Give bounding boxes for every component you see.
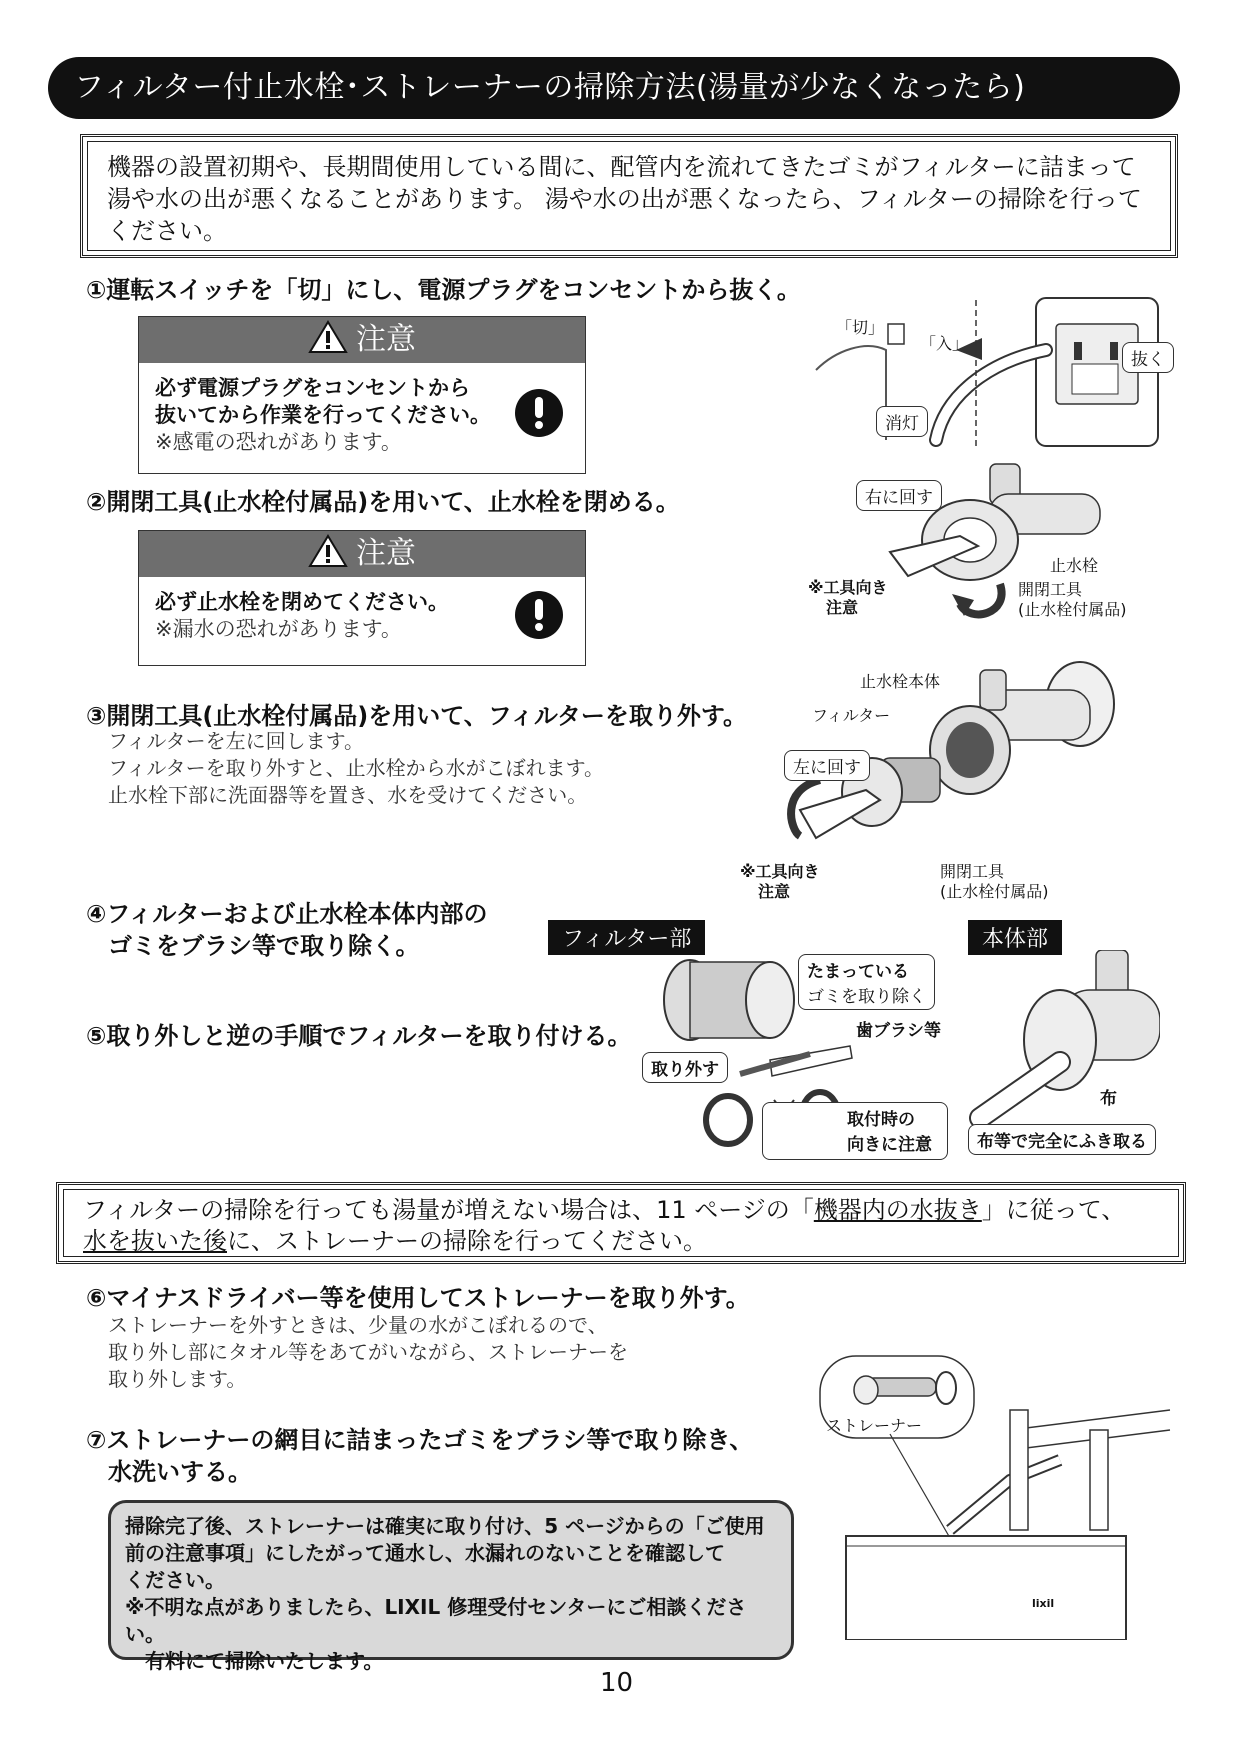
label-kaihei-3: 開閉工具 — [940, 862, 1005, 881]
step-3-sub3: 止水栓下部に洗面器等を置き、水を受けてください。 — [108, 783, 588, 807]
label-muki2-3: 注意 — [758, 882, 791, 901]
step-4-line1: ④フィルターおよび止水栓本体内部の — [86, 900, 488, 928]
label-tamatte1: たまっている — [807, 962, 909, 982]
caution-title-2: 注意 — [356, 536, 416, 571]
label-fuzoku-2: (止水栓付属品) — [1018, 600, 1127, 619]
orientation-note-tag — [762, 1102, 948, 1160]
step-3-sub1: フィルターを左に回します。 — [108, 729, 364, 753]
warning-triangle-icon — [308, 534, 348, 568]
bottom-note-line4: ※不明な点がありましたら、LIXIL 修理受付センターにご相談ください。 — [125, 1595, 747, 1646]
label-haburashi: 歯ブラシ等 — [856, 1021, 941, 1041]
label-muki1-3: ※工具向き — [740, 862, 820, 881]
caution-title-1: 注意 — [356, 322, 416, 357]
caution-box-2 — [138, 530, 586, 666]
mid-note-line1 — [83, 1195, 1159, 1226]
step-3-sub2: フィルターを取り外すと、止水栓から水がこぼれます。 — [108, 756, 604, 780]
body-part-tag: 本体部 — [968, 920, 1062, 955]
label-tamatte2: ゴミを取り除く — [807, 987, 926, 1007]
label-filter: フィルター — [812, 706, 891, 725]
caution2-line1: 必ず止水栓を閉めてください。 — [155, 590, 449, 614]
caution-header-1 — [139, 317, 585, 363]
exclamation-icon — [515, 591, 563, 639]
label-fuzoku-3: (止水栓付属品) — [940, 882, 1049, 901]
dust-tag — [798, 954, 935, 1010]
step-6-sub3: 取り外します。 — [108, 1367, 247, 1391]
label-strainer: ストレーナー — [826, 1416, 923, 1435]
label-muki2-2: 注意 — [826, 598, 859, 617]
caution-header-2 — [139, 531, 585, 577]
step-3: ③開閉工具(止水栓付属品)を用いて、フィルターを取り外す。 — [86, 702, 747, 730]
label-torihazusu: 取り外す — [642, 1052, 728, 1083]
switch-plug-figure — [796, 290, 1216, 460]
label-toritsuke1: 取付時の — [847, 1110, 915, 1130]
label-kiri: 「切」 — [836, 318, 885, 337]
bottom-note-line1: 掃除完了後、ストレーナーは確実に取り付け、5 ページからの「ご使用 — [125, 1514, 765, 1538]
mid-note-text-strainer: に、ストレーナーの掃除を行ってください。 — [227, 1227, 707, 1255]
mid-note-link-drain: 機器内の水抜き — [813, 1196, 982, 1224]
step-5: ⑤取り外しと逆の手順でフィルターを取り付ける。 — [86, 1022, 632, 1050]
intro-text: 機器の設置初期や、長期間使用している間に、配管内を流れてきたゴミがフィルターに詰まって湯や水の出が悪くなることがあります。 湯や水の出が悪くなったら、フィルターの掃除を行ってください。 — [107, 153, 1142, 245]
mid-note-text-c: 」に従って、 — [981, 1196, 1126, 1224]
step-6-sub1: ストレーナーを外すときは、少量の水がこぼれるので、 — [108, 1313, 608, 1337]
label-migi: 右に回す — [856, 480, 942, 511]
bottom-note-line2: 前の注意事項」にしたがって通水し、水漏れのないことを確認して — [125, 1541, 725, 1565]
caution1-line2: 抜いてから作業を行ってください。 — [155, 403, 491, 427]
label-kaihei-2: 開閉工具 — [1018, 580, 1083, 599]
mid-note-line2 — [83, 1226, 1159, 1257]
caution-box-1 — [138, 316, 586, 474]
filter-part-tag: フィルター部 — [548, 920, 705, 955]
label-nuno: 布 — [1100, 1089, 1117, 1109]
brand-logo: lixil — [1032, 1597, 1055, 1610]
label-iri: 「入」 — [920, 334, 969, 353]
intro-box — [80, 134, 1178, 258]
step-7-line1: ⑦ストレーナーの網目に詰まったゴミをブラシ等で取り除き、 — [86, 1426, 754, 1454]
page-number: 10 — [600, 1668, 634, 1698]
warning-triangle-icon — [308, 320, 348, 354]
label-shisui: 止水栓 — [1050, 556, 1099, 575]
label-muki1-2: ※工具向き — [808, 578, 888, 597]
caution-body-2 — [139, 577, 585, 655]
step-6-sub2: 取り外し部にタオル等をあてがいながら、ストレーナーを — [108, 1340, 628, 1364]
bottom-note-line3: ください。 — [125, 1568, 225, 1592]
step-6: ⑥マイナスドライバー等を使用してストレーナーを取り外す。 — [86, 1284, 750, 1312]
bottom-note-line5: 有料にて掃除いたします。 — [145, 1649, 384, 1673]
label-fukitoru: 布等で完全にふき取る — [968, 1124, 1156, 1155]
exclamation-icon — [515, 389, 563, 437]
caution1-line1: 必ず電源プラグをコンセントから — [155, 376, 470, 400]
caution1-note: ※感電の恐れがあります。 — [155, 430, 402, 454]
step-7-line2: 水洗いする。 — [108, 1458, 252, 1486]
caution-body-1 — [139, 363, 585, 468]
label-hidari: 左に回す — [784, 750, 870, 781]
mid-note-text-drain-after: 水を抜いた後 — [83, 1227, 227, 1255]
page-title: フィルター付止水栓･ストレーナーの掃除方法(湯量が少なくなったら) — [48, 57, 1180, 119]
mid-note-text-a: フィルターの掃除を行っても湯量が増えない場合は、11 ページの「 — [83, 1196, 814, 1224]
label-shoto: 消灯 — [876, 406, 928, 437]
step-4-line2: ゴミをブラシ等で取り除く。 — [108, 932, 420, 960]
completion-note-box — [108, 1500, 794, 1673]
mid-note-box — [56, 1182, 1186, 1264]
step-1: ①運転スイッチを「切」にし、電源プラグをコンセントから抜く。 — [86, 276, 801, 304]
label-toritsuke2: 向きに注意 — [847, 1135, 932, 1155]
strainer-unit-figure — [810, 1350, 1180, 1640]
caution2-note: ※漏水の恐れがあります。 — [155, 617, 402, 641]
label-nuku: 抜く — [1122, 342, 1174, 373]
step-2: ②開閉工具(止水栓付属品)を用いて、止水栓を閉める。 — [86, 488, 680, 516]
label-honbai: 止水栓本体 — [860, 672, 941, 691]
